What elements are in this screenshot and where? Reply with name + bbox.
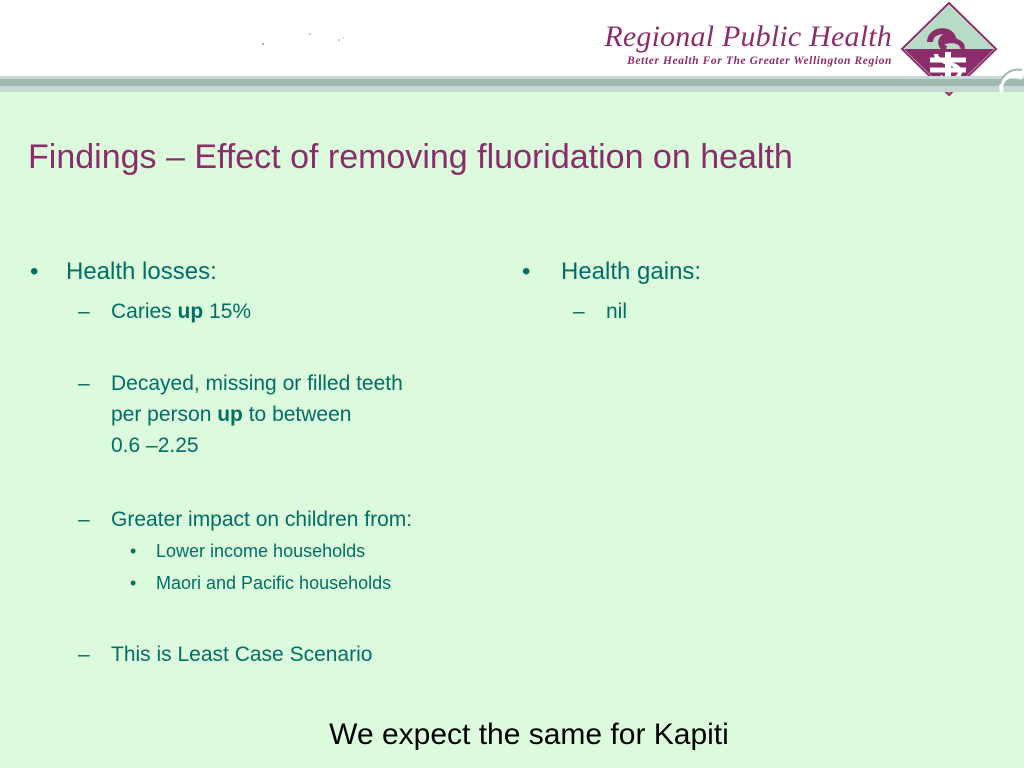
dmft-line-3: 0.6 –2.25	[111, 434, 199, 457]
dash-marker: –	[78, 643, 90, 666]
dash-marker: –	[78, 372, 90, 395]
corner-swirl-icon	[994, 66, 1024, 96]
decorative-specks	[255, 28, 355, 48]
impact-item	[78, 504, 500, 535]
health-gains-heading	[522, 258, 992, 286]
health-losses-label: Health losses:	[66, 258, 217, 285]
footer-statement: We expect the same for Kapiti	[329, 718, 729, 751]
dash-marker: –	[78, 300, 90, 323]
caries-prefix: Caries	[111, 300, 178, 323]
dash-marker: –	[78, 508, 90, 531]
impact-sub-item-label: Lower income households	[156, 541, 366, 561]
bullet-marker: •	[130, 573, 137, 593]
scenario-text: This is Least Case Scenario	[111, 643, 373, 666]
caries-item	[78, 296, 500, 327]
health-losses-heading	[30, 258, 500, 286]
dmft-item	[78, 368, 500, 461]
impact-sub-item	[130, 535, 500, 567]
bullet-marker: •	[522, 258, 531, 285]
header-divider-band	[0, 76, 1024, 92]
health-losses-column	[30, 258, 500, 670]
impact-text: Greater impact on children from:	[111, 508, 413, 531]
bullet-marker: •	[130, 541, 137, 561]
brand-tagline: Better Health For The Greater Wellington Region	[627, 55, 892, 67]
dmft-line-1: Decayed, missing or filled teeth	[111, 372, 403, 395]
dmft-line-2-prefix: per person	[111, 403, 218, 426]
health-gains-column	[522, 258, 992, 327]
brand-name: Regional Public Health	[604, 20, 892, 53]
impact-sub-item	[130, 567, 500, 599]
dash-marker: –	[573, 300, 585, 323]
dmft-line-2-emphasis: up	[217, 403, 243, 426]
caries-emphasis: up	[177, 300, 204, 323]
bullet-marker: •	[30, 258, 39, 285]
health-gains-item	[573, 296, 992, 327]
dmft-line-2-suffix: to between	[242, 403, 352, 426]
brand-block	[604, 20, 892, 67]
slide-title: Findings – Effect of removing fluoridation on health	[28, 138, 793, 176]
scenario-item	[78, 639, 500, 670]
caries-suffix: 15%	[203, 300, 252, 323]
health-gains-label: Health gains:	[561, 258, 702, 285]
dmft-line-2	[111, 399, 500, 430]
health-gains-value: nil	[606, 300, 628, 323]
impact-sub-item-label: Maori and Pacific households	[156, 573, 392, 593]
slide-header	[0, 0, 1024, 76]
